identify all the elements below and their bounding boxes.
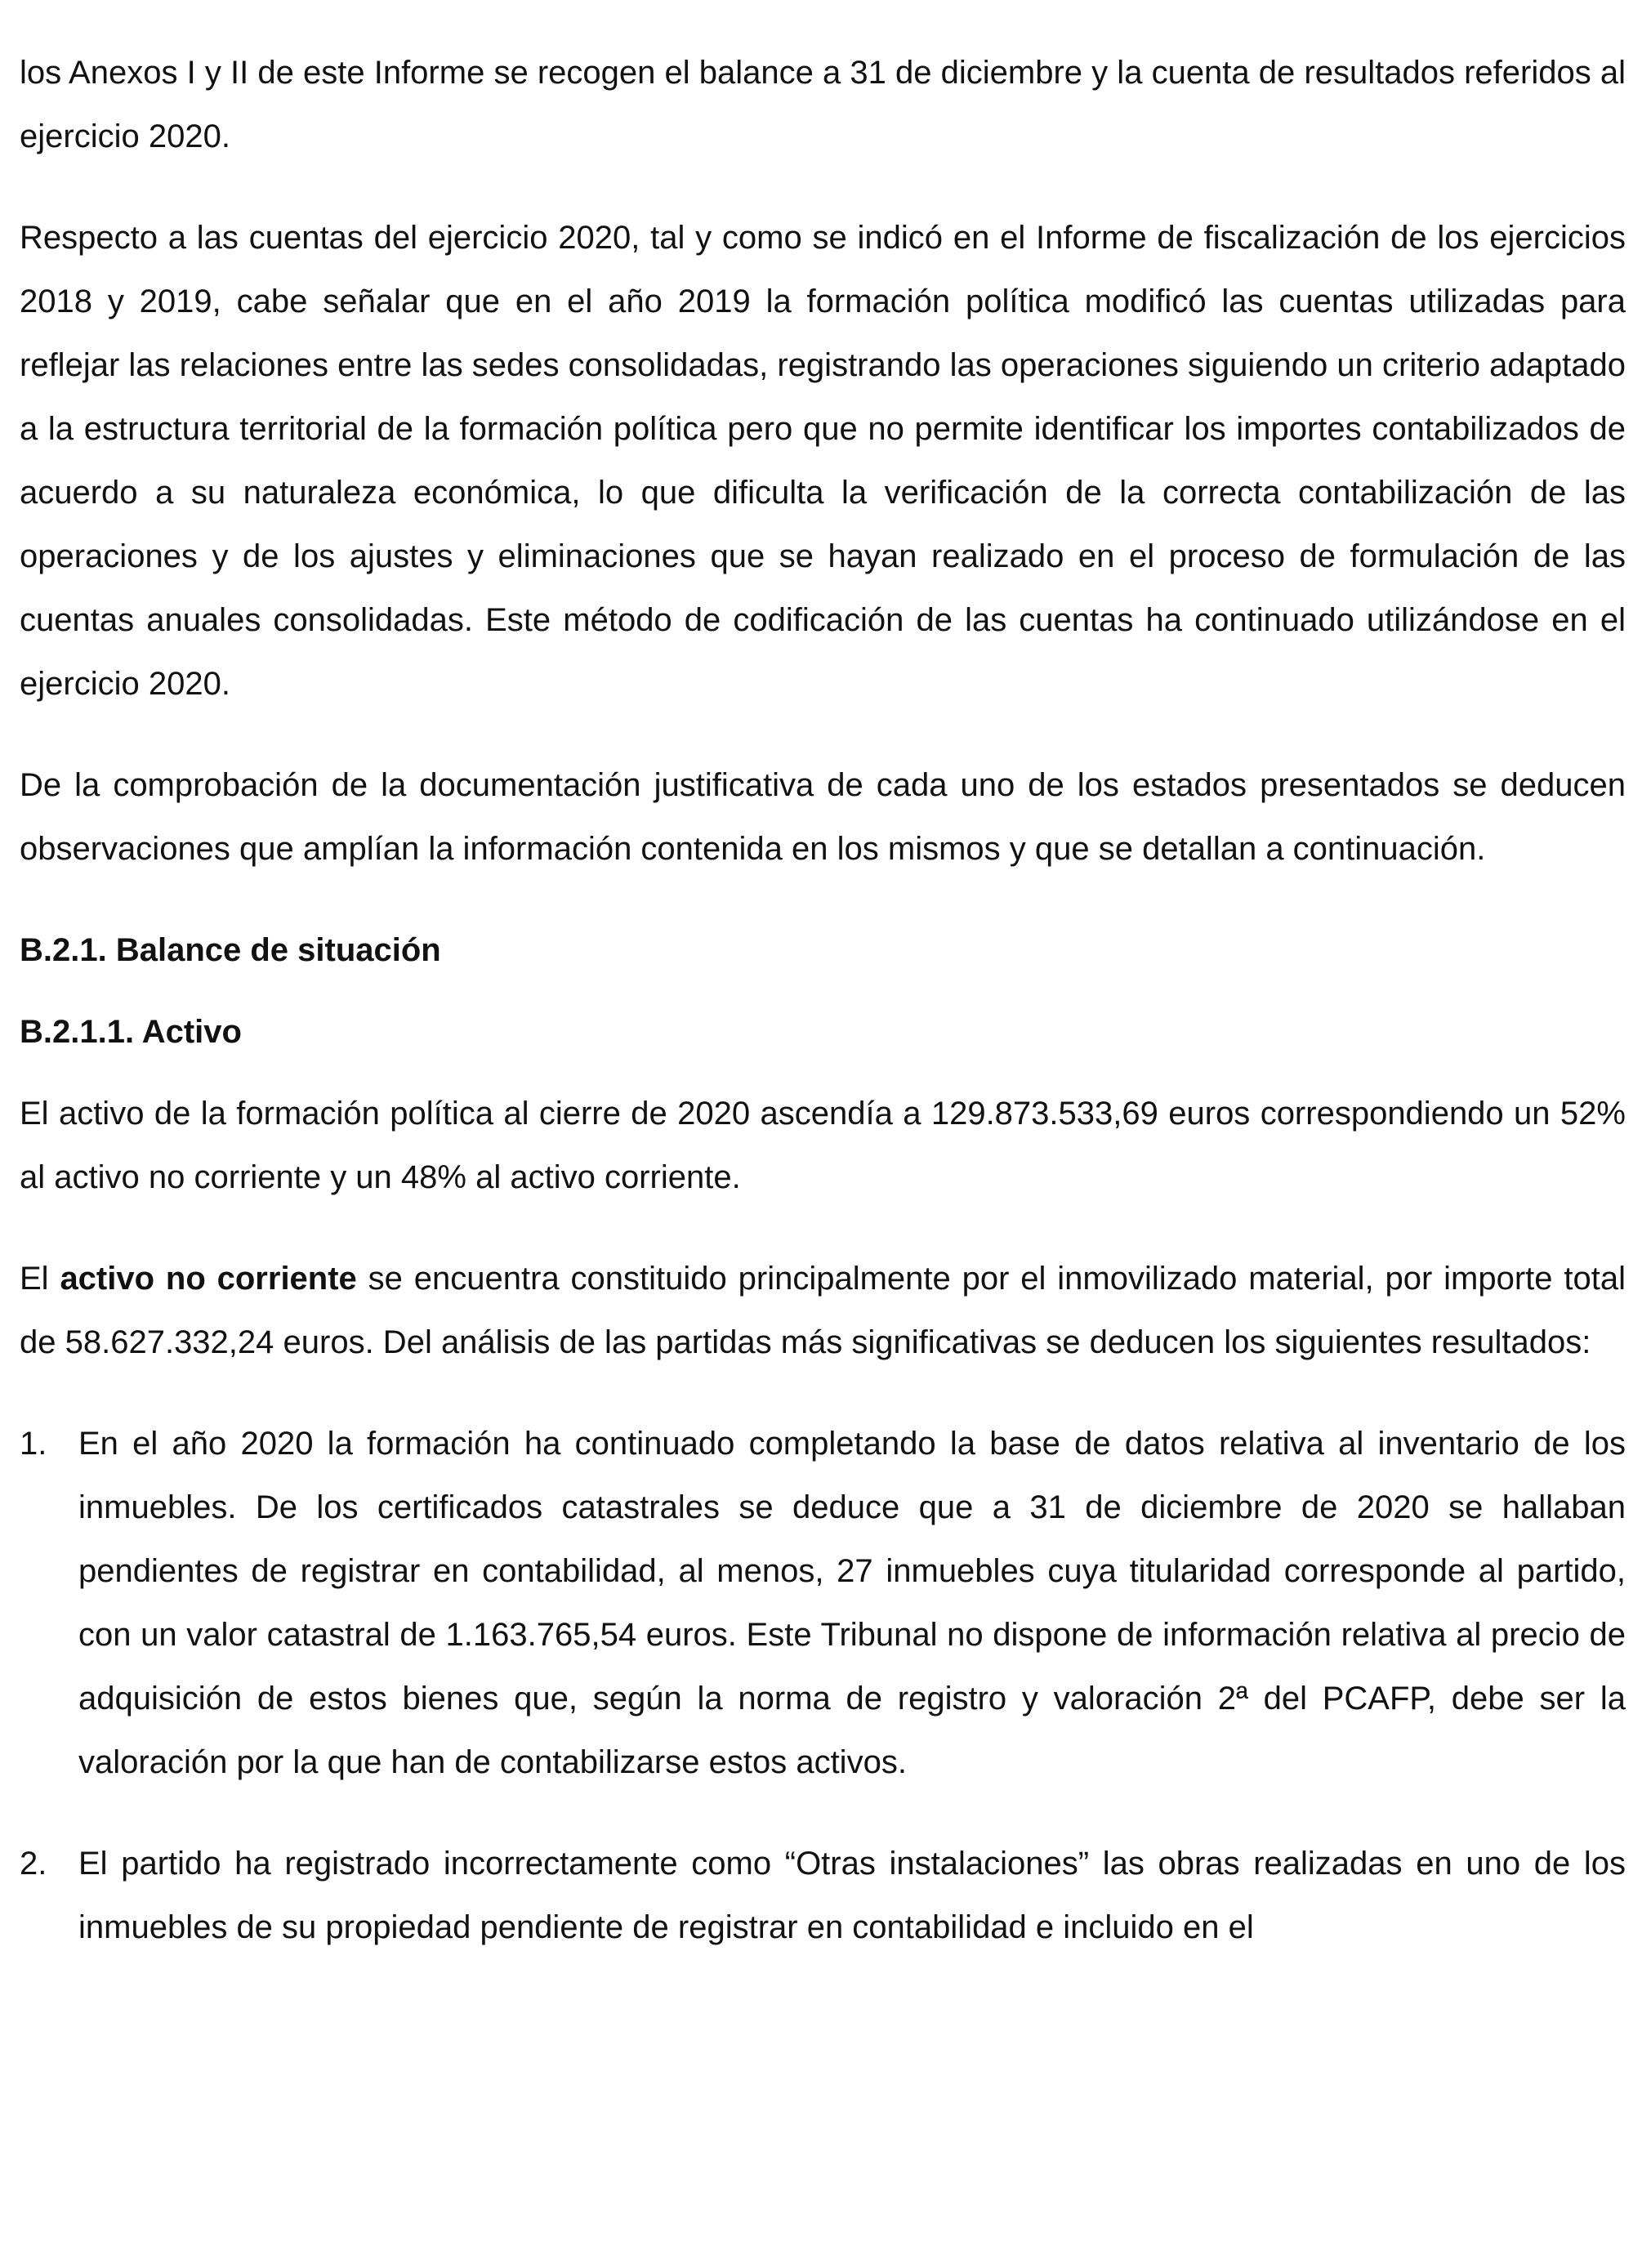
paragraph-anexos: los Anexos I y II de este Informe se recogen el balance a 31 de diciembre y la cuenta de resultados referidos al ejercicio 2020. bbox=[20, 55, 1626, 154]
bold-term-activo-no-corriente: activo no corriente bbox=[60, 1261, 357, 1297]
list-item-number: 2. bbox=[20, 1846, 47, 1882]
heading-balance-situacion: B.2.1. Balance de situación bbox=[20, 932, 441, 968]
list-item-text: El partido ha registrado incorrectamente como “Otras instalaciones” las obras realizadas en uno de los inmuebles de su propiedad pendiente de registrar en contabilidad e incluido en el bbox=[78, 1846, 1626, 1945]
text-segment: se encuentra constituido principalmente por el inmovilizado material, por importe total de 58.627.332,24 euros. Del análisis de las partidas más significativas se deducen los siguientes resultados: bbox=[20, 1261, 1626, 1360]
paragraph-activo-no-corriente bbox=[20, 1247, 1626, 1374]
paragraph-activo-total: El activo de la formación política al cierre de 2020 ascendía a 129.873.533,69 euros correspondiendo un 52% al activo no corriente y un 48% al activo corriente. bbox=[20, 1096, 1626, 1195]
heading-activo: B.2.1.1. Activo bbox=[20, 1014, 242, 1050]
text-segment: El bbox=[20, 1261, 60, 1297]
list-item-number: 1. bbox=[20, 1426, 47, 1462]
findings-list bbox=[20, 1412, 1626, 1959]
paragraph-comprobacion: De la comprobación de la documentación justificativa de cada uno de los estados presentados se deducen observaciones que amplían la información contenida en los mismos y que se detallan a continuación. bbox=[20, 767, 1626, 867]
list-item bbox=[20, 1412, 1626, 1794]
document-page bbox=[20, 41, 1626, 1997]
list-item bbox=[20, 1832, 1626, 1959]
list-item-text: En el año 2020 la formación ha continuado completando la base de datos relativa al inventario de los inmuebles. De los certificados catastrales se deduce que a 31 de diciembre de 2020 se hallaban pendientes de registrar en contabilidad, al menos, 27 inmuebles cuya titularidad corresponde al partido, con un valor catastral de 1.163.765,54 euros. Este Tribunal no dispone de información relativa al precio de adquisición de estos bienes que, según la norma de registro y valoración 2ª del PCAFP, debe ser la valoración por la que han de contabilizarse estos activos. bbox=[78, 1426, 1626, 1780]
paragraph-cuentas-ejercicio: Respecto a las cuentas del ejercicio 2020, tal y como se indicó en el Informe de fiscalización de los ejercicios 2018 y 2019, cabe señalar que en el año 2019 la formación política modificó las cuentas utilizadas para reflejar las relaciones entre las sedes consolidadas, registrando las operaciones siguiendo un criterio adaptado a la estructura territorial de la formación política pero que no permite identificar los importes contabilizados de acuerdo a su naturaleza económica, lo que dificulta la verificación de la correcta contabilización de las operaciones y de los ajustes y eliminaciones que se hayan realizado en el proceso de formulación de las cuentas anuales consolidadas. Este método de codificación de las cuentas ha continuado utilizándose en el ejercicio 2020. bbox=[20, 220, 1626, 702]
